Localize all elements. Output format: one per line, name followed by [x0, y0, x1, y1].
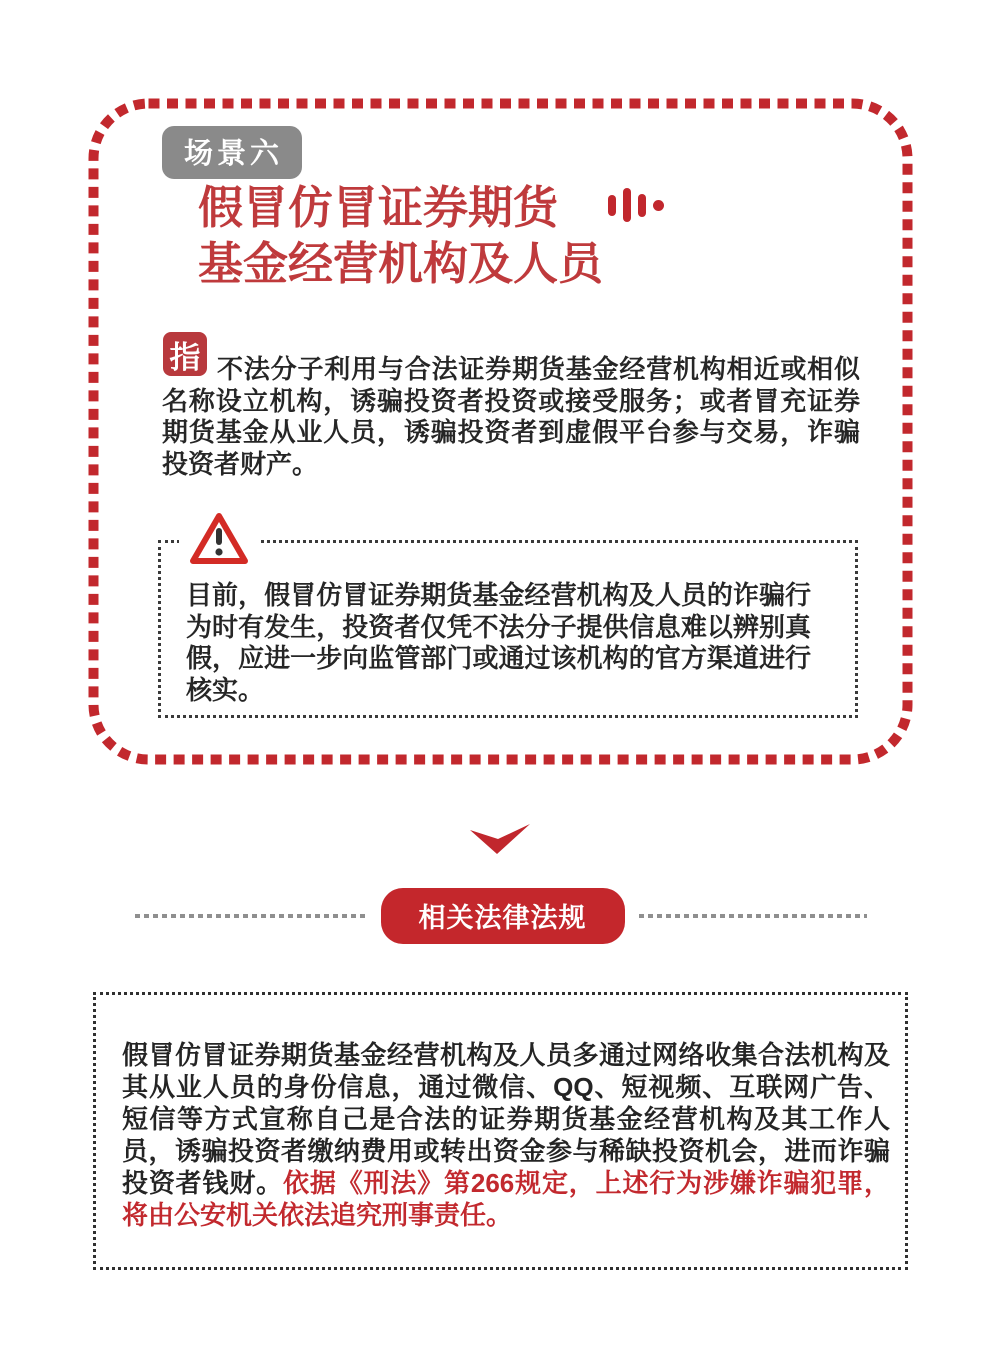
legal-box [93, 992, 908, 1270]
legal-text-statute: 依据《刑法》第266规定，上述行为涉嫌诈骗犯罪，将由公安机关依法追究刑事责任。 [122, 1168, 890, 1230]
legal-text [122, 1039, 890, 1231]
scene-card [88, 98, 913, 765]
warning-triangle-icon [179, 510, 259, 567]
divider-line-left [135, 914, 367, 918]
legal-text-intro: 假冒仿冒证券期货基金经营机构及人员多通过网络收集合法机构及其从业人员的身份信息，通过微信、QQ、短视频、互联网广告、短信等方式宣称自己是合法的证券期货基金经营机构及其工作人员，诱骗投资者缴纳费用或转出资金参与稀缺投资机会，进而诈骗投资者钱财。 [122, 1040, 890, 1198]
description-text: 不法分子利用与合法证券期货基金经营机构相近或相似名称设立机构，诱骗投资者投资或接受服务；或者冒充证券期货基金从业人员，诱骗投资者到虚假平台参与交易，诈骗投资者财产。 [162, 354, 860, 479]
pointer-badge: 指 [163, 332, 207, 376]
card-title-line2: 基金经营机构及人员 [198, 238, 604, 289]
divider-line-right [639, 914, 867, 918]
chevron-down-icon [470, 822, 530, 854]
warning-text: 目前，假冒仿冒证券期货基金经营机构及人员的诈骗行为时有发生，投资者仅凭不法分子提供信息难以辨别真假，应进一步向监管部门或通过该机构的官方渠道进行核实。 [186, 580, 811, 705]
card-title [198, 180, 603, 292]
section-divider [0, 893, 1001, 939]
warning-box [158, 540, 858, 718]
scene-number-badge: 场景六 [162, 126, 302, 179]
card-title-line1: 假冒仿冒证券期货 [198, 182, 559, 233]
section-title-badge: 相关法律法规 [381, 888, 625, 944]
audio-wave-icon [608, 188, 664, 222]
